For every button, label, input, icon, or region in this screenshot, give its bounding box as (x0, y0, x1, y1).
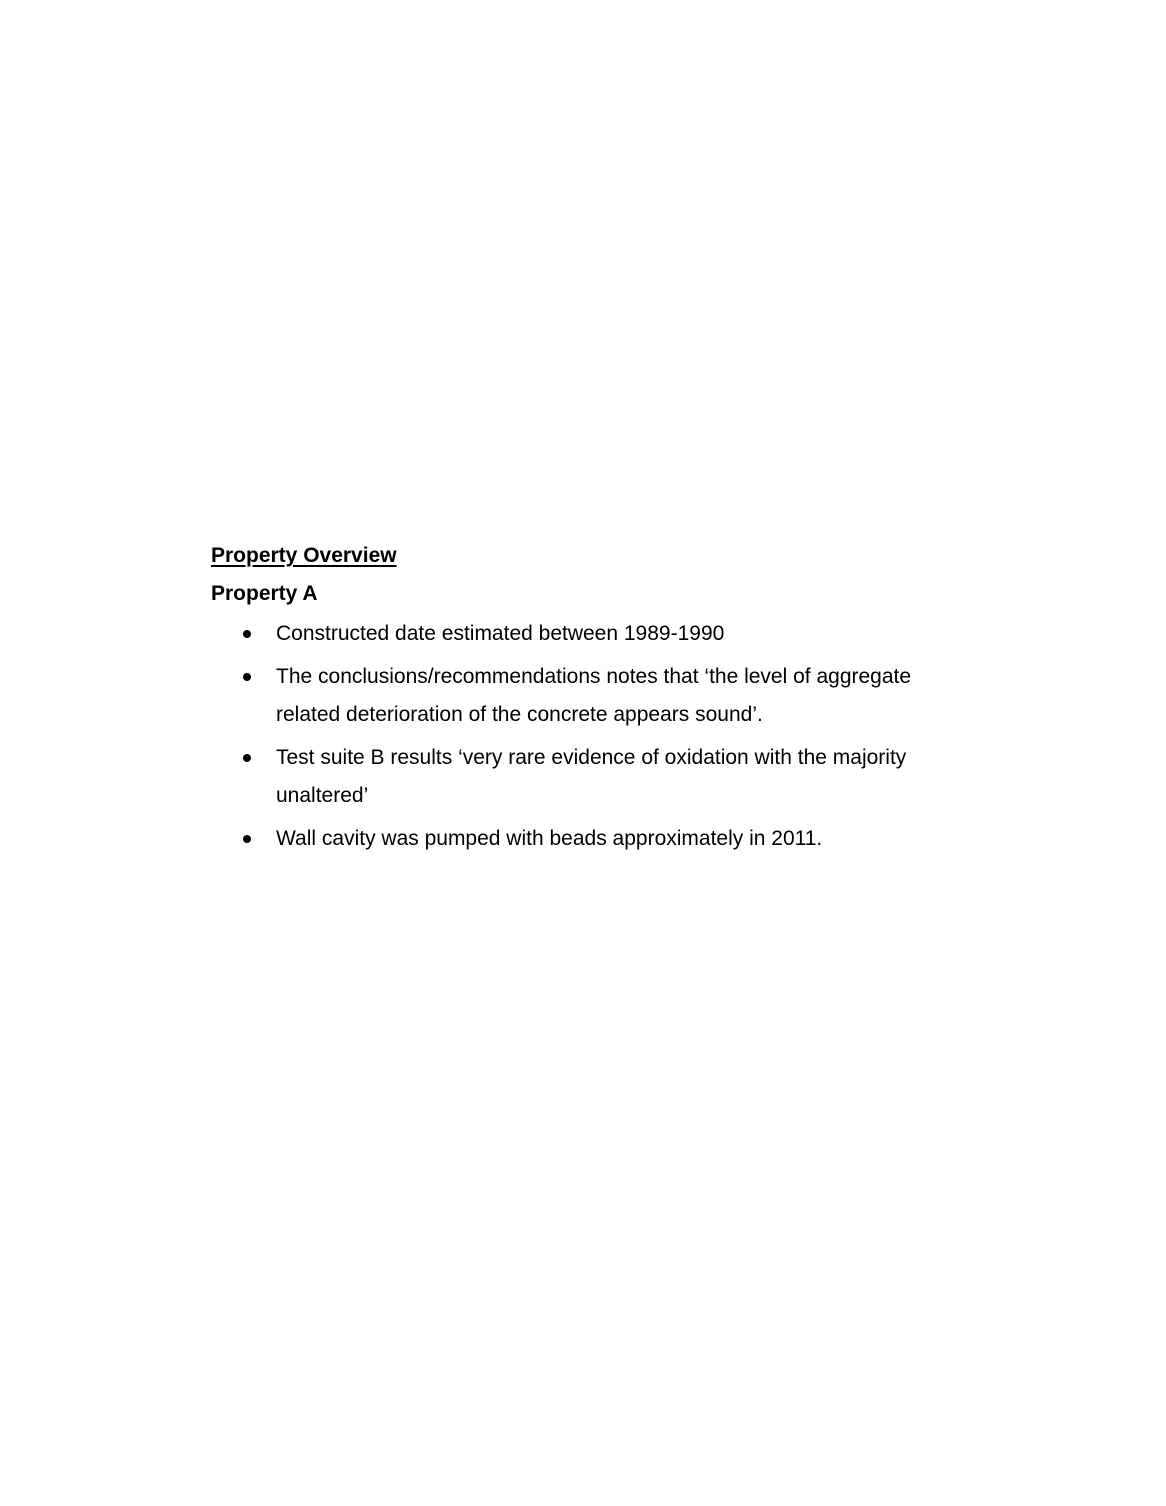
list-item (211, 820, 971, 858)
list-item-text: Constructed date estimated between 1989-1990 (276, 622, 725, 645)
document-content (211, 541, 971, 863)
bullet-icon (243, 754, 251, 762)
section-title: Property Overview (211, 544, 397, 567)
bullet-list (211, 615, 971, 858)
list-item-text: Test suite B results ‘very rare evidence of oxidation with the majority unaltered’ (276, 746, 907, 807)
list-item-text: The conclusions/recommendations notes that ‘the level of aggregate related deterioration of the concrete appears sound’. (276, 665, 912, 726)
bullet-icon (243, 630, 251, 638)
property-title: Property A (211, 582, 318, 605)
list-item (211, 739, 971, 815)
list-item-text: Wall cavity was pumped with beads approximately in 2011. (276, 827, 823, 850)
list-item (211, 658, 971, 734)
bullet-icon (243, 673, 251, 681)
list-item (211, 615, 971, 653)
bullet-icon (243, 835, 251, 843)
